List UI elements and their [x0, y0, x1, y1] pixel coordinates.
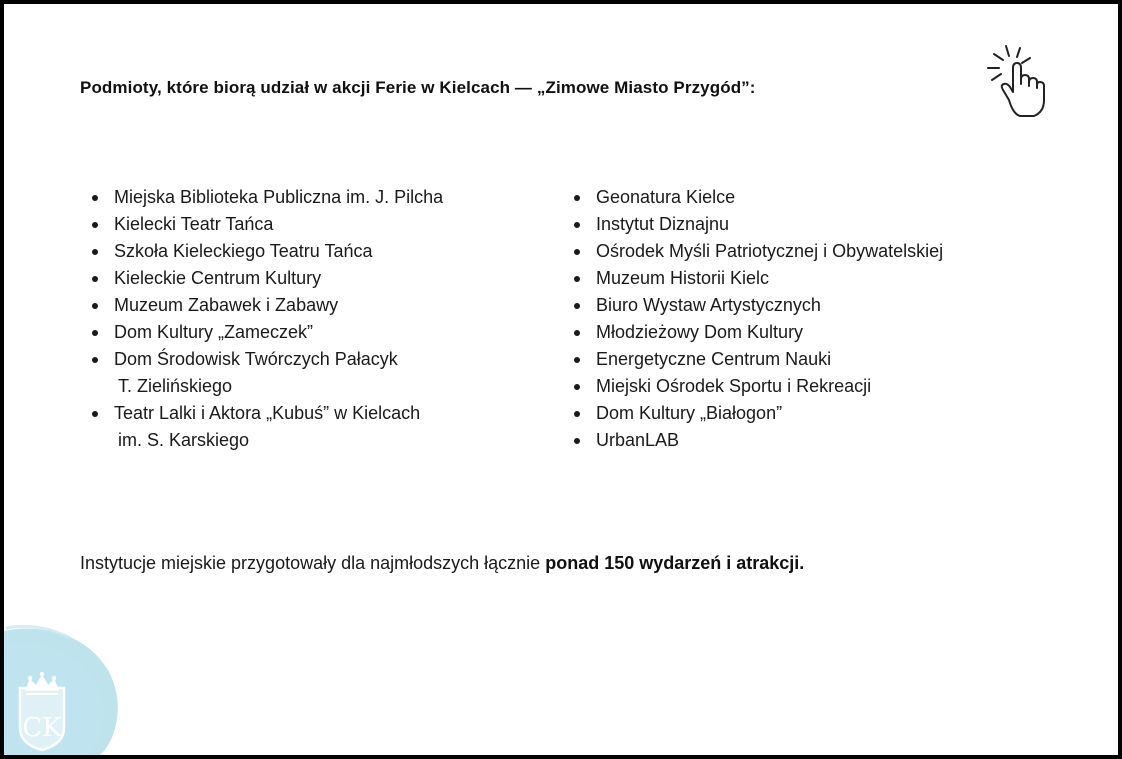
- list-item-text-continued: im. S. Karskiego: [118, 430, 250, 450]
- summary-plain: Instytucje miejskie przygotowały dla najmłodszych łącznie: [80, 553, 546, 573]
- slide-heading: Podmioty, które biorą udział w akcji Ferie w Kielcach — „Zimowe Miasto Przygód”:: [80, 78, 756, 97]
- list-item-text: Muzeum Zabawek i Zabawy: [114, 295, 339, 315]
- list-item: Biuro Wystaw Artystycznych: [574, 292, 1034, 319]
- list-item: Instytut Diznajnu: [574, 211, 1034, 238]
- list-item: Dom Kultury „Białogon”: [574, 400, 1034, 427]
- list-item: Ośrodek Myśli Patriotycznej i Obywatelskiej: [574, 238, 1034, 265]
- hand-pointer-click-icon: [982, 42, 1050, 118]
- institutions-list-left: [92, 184, 532, 454]
- list-item: [92, 184, 532, 211]
- list-item: [92, 265, 532, 292]
- list-item-text: Kieleckie Centrum Kultury: [114, 268, 322, 288]
- list-item: UrbanLAB: [574, 427, 1034, 454]
- list-item: Muzeum Historii Kielc: [574, 265, 1034, 292]
- slide-page: [4, 4, 1118, 755]
- list-item-text: Miejska Biblioteka Publiczna im. J. Pilcha: [114, 187, 444, 207]
- list-item: Młodzieżowy Dom Kultury: [574, 319, 1034, 346]
- list-item-text: Szkoła Kieleckiego Teatru Tańca: [114, 241, 373, 261]
- list-item: [92, 292, 532, 319]
- list-item: [92, 346, 532, 400]
- list-item: [92, 211, 532, 238]
- list-item: [92, 238, 532, 265]
- ck-logo-icon: [4, 624, 130, 755]
- list-item-text: Teatr Lalki i Aktora „Kubuś” w Kielcach: [114, 403, 421, 423]
- list-item: [92, 400, 532, 454]
- list-item: Geonatura Kielce: [574, 184, 1034, 211]
- list-item-text: Dom Kultury „Zameczek”: [114, 322, 314, 342]
- list-item-text-continued: T. Zielińskiego: [118, 376, 233, 396]
- summary-text: [80, 553, 804, 574]
- institutions-list-right: [574, 184, 1034, 454]
- list-item: [92, 319, 532, 346]
- ck-logo-letters: CK: [22, 713, 62, 743]
- list-item: Energetyczne Centrum Nauki: [574, 346, 1034, 373]
- list-item: Miejski Ośrodek Sportu i Rekreacji: [574, 373, 1034, 400]
- summary-bold: ponad 150 wydarzeń i atrakcji.: [545, 553, 805, 573]
- list-item-text: Dom Środowisk Twórczych Pałacyk: [114, 349, 398, 369]
- list-item-text: Kielecki Teatr Tańca: [114, 214, 274, 234]
